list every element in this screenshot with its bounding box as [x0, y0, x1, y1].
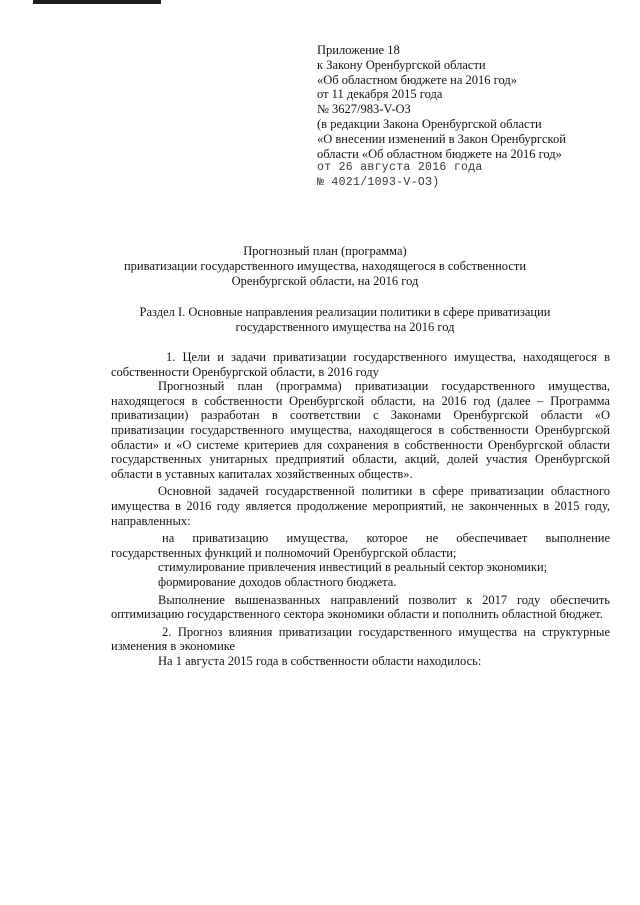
header-line: (в редакции Закона Оренбургской области [317, 116, 542, 131]
document-title [90, 244, 560, 289]
document-body [111, 350, 610, 668]
title-line: Прогнозный план (программа) [243, 244, 407, 258]
stamp-number: № 4021/1093-V-ОЗ) [317, 176, 440, 190]
header-line: от 11 декабря 2015 года [317, 87, 443, 102]
title-line: Оренбургской области, на 2016 год [231, 274, 419, 288]
list-item-investment: стимулирование привлечения инвестиций в реальный сектор экономики; [158, 560, 548, 575]
paragraph-main-task: Основной задачей государственной политики в сфере приватизации областного имущества в 2016 году является продолжение мероприятий, не законченных в 2015 году, направленных: [111, 484, 610, 528]
stamp-date: от 26 августа 2016 года [317, 161, 483, 175]
scan-edge-mark [33, 0, 161, 4]
section-heading [110, 305, 580, 335]
header-line: Приложение 18 [317, 43, 400, 57]
list-item-revenue: формирование доходов областного бюджета. [158, 574, 397, 589]
list-item-privatization: на приватизацию имущества, которое не обеспечивает выполнение государственных функций и полномочий Оренбургской области; [111, 531, 610, 560]
header-line: области «Об областном бюджете на 2016 год» [317, 146, 562, 161]
title-line: приватизации государственного имущества, находящегося в собственности [123, 259, 527, 273]
paragraph-inventory: На 1 августа 2015 года в собственности области находилось: [158, 653, 482, 668]
paragraph-forecast: 2. Прогноз влияния приватизации государственного имущества на структурные изменения в экономике [111, 624, 610, 654]
paragraph-program: Прогнозный план (программа) приватизации государственного имущества, находящегося в собственности Оренбургской области, на 2016 год (далее – Программа приватизации) разработан в соответствии с Законами Оренбургской области «О приватизации государственного имущества, находящегося в собственности Оренбургской области» и «О системе критериев для сохранения в собственности Оренбургской области государственных унитарных предприятий области, акций, долей участия Оренбургской области в уставных капиталах хозяйственных обществ». [111, 379, 610, 481]
header-line: к Закону Оренбургской области [317, 57, 486, 72]
section-line: государственного имущества на 2016 год [235, 320, 455, 334]
header-line: № 3627/983-V-ОЗ [317, 102, 411, 117]
appendix-header [317, 43, 627, 191]
paragraph-outcome: Выполнение вышеназванных направлений позволит к 2017 году обеспечить оптимизацию государственного сектора экономики области и пополнить областной бюджет. [111, 592, 610, 622]
header-line: «О внесении изменений в Закон Оренбургской [317, 131, 566, 146]
paragraph-goals: 1. Цели и задачи приватизации государственного имущества, находящегося в собственности Оренбургской области, в 2016 году [111, 350, 610, 379]
header-line: «Об областном бюджете на 2016 год» [317, 72, 517, 87]
section-line: Раздел I. Основные направления реализации политики в сфере приватизации [139, 305, 551, 319]
